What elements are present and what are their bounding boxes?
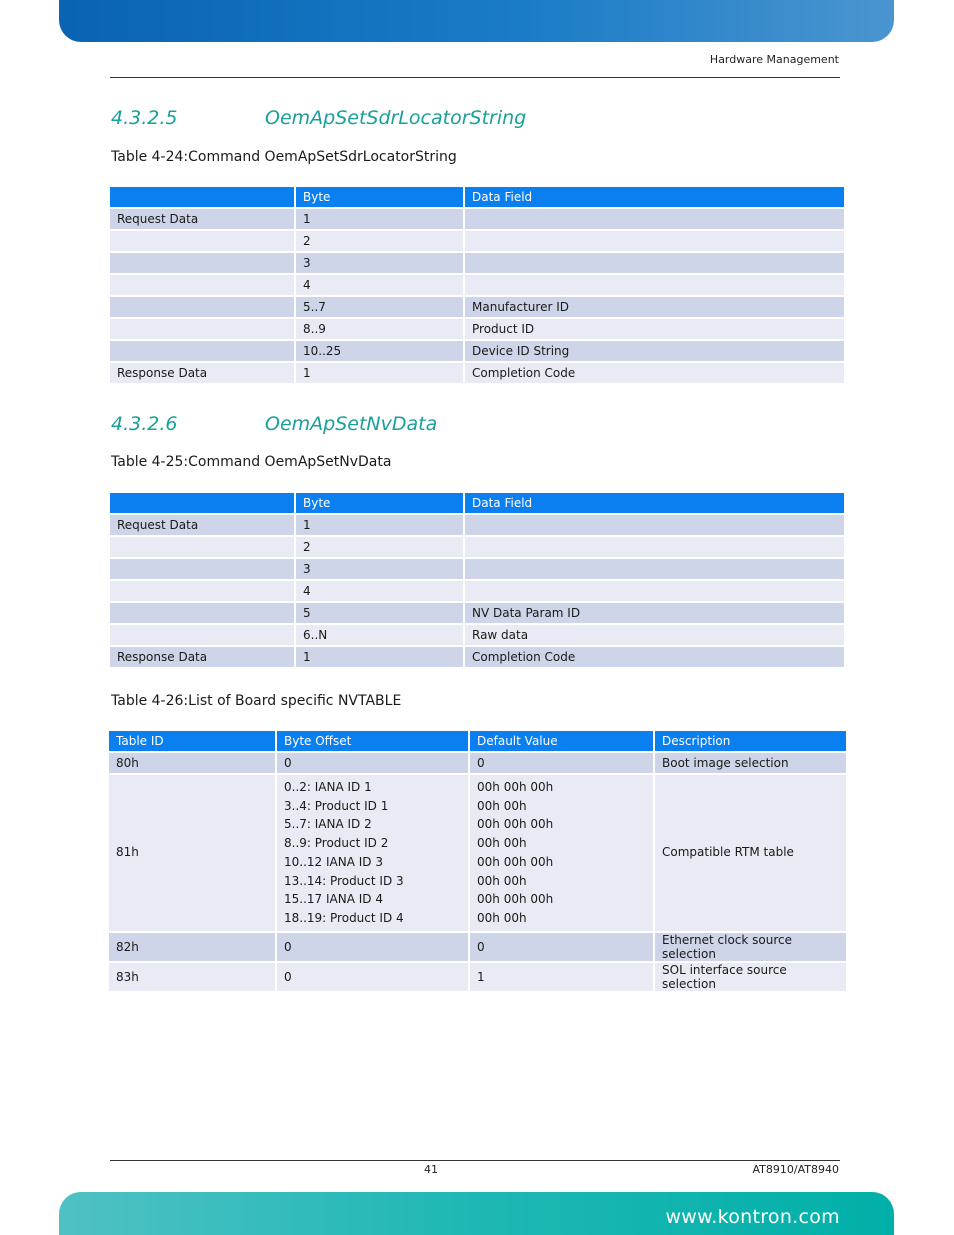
- table-4-25-caption: Table 4-25:Command OemApSetNvData: [111, 454, 392, 470]
- table-cell: 3: [296, 559, 463, 579]
- table-header-row: [110, 493, 844, 513]
- table-cell: [277, 753, 468, 773]
- table-cell: SOL interface source selection: [655, 963, 846, 991]
- column-header: [110, 187, 294, 207]
- table-cell: [110, 603, 294, 623]
- table-row: [109, 963, 846, 991]
- section-heading-4-3-2-6: [111, 413, 437, 435]
- table-cell: Response Data: [110, 363, 294, 383]
- table-row: [110, 319, 844, 339]
- table-cell: 2: [296, 231, 463, 251]
- table-row: [110, 253, 844, 273]
- table-4-25: [108, 491, 846, 669]
- table-cell: 3: [296, 253, 463, 273]
- table-cell: [465, 275, 844, 295]
- table-cell: [277, 963, 468, 991]
- table-cell: Completion Code: [465, 647, 844, 667]
- table-row: [110, 625, 844, 645]
- section-number: 4.3.2.5: [111, 107, 178, 129]
- table-cell: Request Data: [110, 209, 294, 229]
- table-row: [110, 603, 844, 623]
- table-cell: [110, 341, 294, 361]
- table-cell: Raw data: [465, 625, 844, 645]
- table-row: [110, 275, 844, 295]
- table-cell: Response Data: [110, 647, 294, 667]
- column-header: Data Field: [465, 493, 844, 513]
- cell-line: 00h 00h 00h: [477, 854, 554, 869]
- header-rule: [110, 77, 840, 78]
- cell-line: 00h 00h 00h: [477, 817, 554, 832]
- cell-line: 10..12 IANA ID 3: [284, 854, 383, 869]
- table-4-24: [108, 185, 846, 385]
- cell-line: 00h 00h: [477, 798, 527, 813]
- table-cell: [110, 231, 294, 251]
- cell-line: 00h 00h: [477, 873, 527, 888]
- table-4-26-caption: Table 4-26:List of Board specific NVTABLE: [111, 693, 402, 709]
- table-4-24-caption: Table 4-24:Command OemApSetSdrLocatorString: [111, 149, 457, 165]
- table-cell: [110, 275, 294, 295]
- table-cell: Manufacturer ID: [465, 297, 844, 317]
- cell-line: 0: [284, 939, 292, 954]
- table-cell: 1: [296, 515, 463, 535]
- cell-line: 1: [477, 969, 485, 984]
- table-row: [110, 581, 844, 601]
- table-cell: Completion Code: [465, 363, 844, 383]
- table-row: [110, 363, 844, 383]
- table-cell: [110, 253, 294, 273]
- table-row: [109, 753, 846, 773]
- cell-line: 0: [284, 969, 292, 984]
- table-cell: [277, 775, 468, 931]
- cell-line: 0: [477, 756, 485, 770]
- column-header: Byte: [296, 187, 463, 207]
- table-row: [110, 647, 844, 667]
- table-cell: [277, 933, 468, 961]
- table-cell: 2: [296, 537, 463, 557]
- table-row: [110, 231, 844, 251]
- cell-line: 0: [477, 939, 485, 954]
- table-cell: 4: [296, 581, 463, 601]
- table-header-row: [109, 731, 846, 751]
- page-number: 41: [424, 1163, 438, 1176]
- table-cell: [110, 319, 294, 339]
- table-cell: Request Data: [110, 515, 294, 535]
- cell-line: 0..2: IANA ID 1: [284, 780, 372, 794]
- table-cell: [465, 515, 844, 535]
- table-cell: [465, 537, 844, 557]
- table-cell: [470, 933, 653, 961]
- cell-line: 13..14: Product ID 3: [284, 873, 404, 888]
- table-cell: [465, 581, 844, 601]
- cell-line: 15..17 IANA ID 4: [284, 892, 383, 907]
- bottom-banner: [59, 1192, 894, 1235]
- table-header-row: [110, 187, 844, 207]
- table-row: [110, 515, 844, 535]
- table-cell: 1: [296, 363, 463, 383]
- cell-line: 0: [284, 756, 292, 770]
- table-cell: [465, 253, 844, 273]
- cell-line: 8..9: Product ID 2: [284, 836, 389, 851]
- table-cell: [465, 209, 844, 229]
- cell-line: 3..4: Product ID 1: [284, 798, 389, 813]
- table-cell: 5: [296, 603, 463, 623]
- website-url[interactable]: www.kontron.com: [665, 1206, 840, 1228]
- table-cell: 81h: [109, 775, 275, 931]
- running-header: Hardware Management: [709, 53, 839, 66]
- column-header: Default Value: [470, 731, 653, 751]
- table-cell: [110, 625, 294, 645]
- table-row: [110, 341, 844, 361]
- cell-line: 5..7: IANA ID 2: [284, 817, 372, 832]
- table-cell: Device ID String: [465, 341, 844, 361]
- table-row: [110, 537, 844, 557]
- table-cell: [470, 775, 653, 931]
- table-cell: Product ID: [465, 319, 844, 339]
- table-cell: Compatible RTM table: [655, 775, 846, 931]
- column-header: Description: [655, 731, 846, 751]
- table-row: [110, 297, 844, 317]
- table-cell: 80h: [109, 753, 275, 773]
- table-cell: 1: [296, 209, 463, 229]
- column-header: Table ID: [109, 731, 275, 751]
- table-cell: 8..9: [296, 319, 463, 339]
- footer-rule: [110, 1160, 840, 1161]
- cell-line: 18..19: Product ID 4: [284, 910, 404, 925]
- table-cell: [465, 559, 844, 579]
- table-cell: [110, 537, 294, 557]
- table-row: [110, 559, 844, 579]
- section-number: 4.3.2.6: [111, 413, 178, 435]
- table-row: [110, 209, 844, 229]
- table-cell: [110, 559, 294, 579]
- table-cell: 10..25: [296, 341, 463, 361]
- column-header: [110, 493, 294, 513]
- table-row: [109, 775, 846, 931]
- table-cell: [110, 297, 294, 317]
- table-cell: NV Data Param ID: [465, 603, 844, 623]
- table-cell: [110, 581, 294, 601]
- column-header: Data Field: [465, 187, 844, 207]
- table-cell: [470, 753, 653, 773]
- column-header: Byte Offset: [277, 731, 468, 751]
- table-cell: [465, 231, 844, 251]
- cell-line: 00h 00h 00h: [477, 892, 554, 907]
- table-cell: 5..7: [296, 297, 463, 317]
- section-heading-4-3-2-5: [111, 107, 526, 129]
- cell-line: 00h 00h: [477, 836, 527, 851]
- top-banner: [59, 0, 894, 42]
- cell-line: 00h 00h: [477, 910, 527, 925]
- table-cell: 83h: [109, 963, 275, 991]
- cell-line: 00h 00h 00h: [477, 780, 554, 794]
- document-id: AT8910/AT8940: [752, 1163, 839, 1176]
- section-title-text: OemApSetSdrLocatorString: [265, 107, 527, 129]
- table-cell: 4: [296, 275, 463, 295]
- table-cell: Boot image selection: [655, 753, 846, 773]
- section-title-text: OemApSetNvData: [265, 413, 438, 435]
- table-row: [109, 933, 846, 961]
- table-cell: 82h: [109, 933, 275, 961]
- table-cell: 6..N: [296, 625, 463, 645]
- table-cell: [470, 963, 653, 991]
- table-4-26: [107, 729, 848, 993]
- table-cell: Ethernet clock source selection: [655, 933, 846, 961]
- table-cell: 1: [296, 647, 463, 667]
- column-header: Byte: [296, 493, 463, 513]
